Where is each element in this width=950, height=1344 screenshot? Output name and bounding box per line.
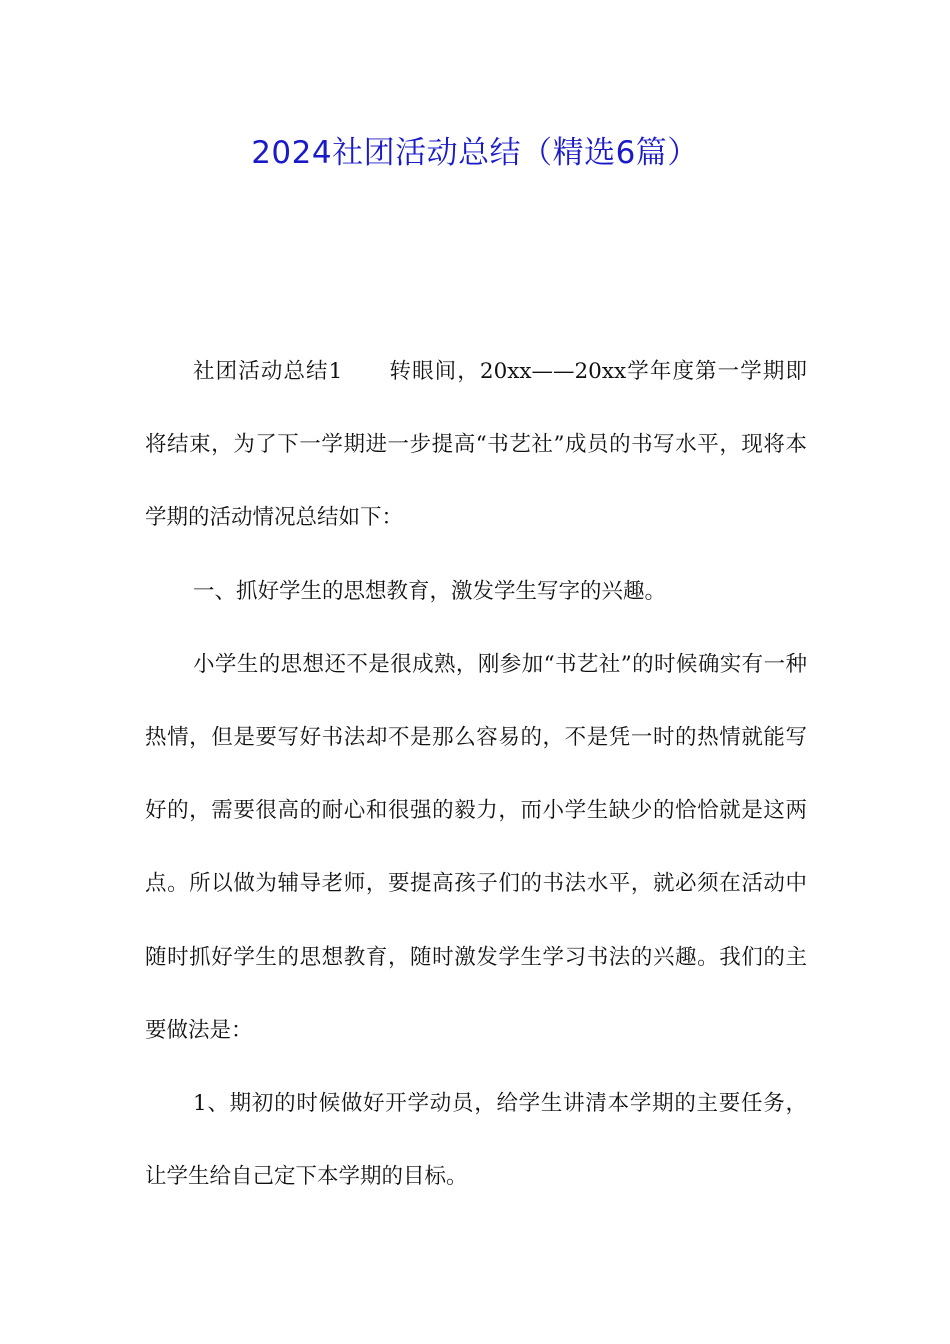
document-body <box>145 335 807 1213</box>
document-title: 2024社团活动总结（精选6篇） <box>251 135 699 171</box>
section-heading: 社团活动总结1 <box>193 359 343 384</box>
list-item-paragraph: 1、期初的时候做好开学动员，给学生讲清本学期的主要任务，让学生给自己定下本学期的目标。 <box>145 1091 807 1190</box>
paragraph-text: 转眼间，20xx——20xx学年度第一学期即将结束，为了下一学期进一步提高“书艺社”成员的书写水平，现将本学期的活动情况总结如下： <box>145 359 807 531</box>
intro-paragraph <box>145 335 807 555</box>
subheading-paragraph: 一、抓好学生的思想教育，激发学生写字的兴趣。 <box>193 578 667 604</box>
body-paragraph: 小学生的思想还不是很成熟，刚参加“书艺社”的时候确实有一种热情，但是要写好书法却不是那么容易的，不是凭一时的热情就能写好的，需要很高的耐心和很强的毅力，而小学生缺少的恰恰就是这两点。所以做为辅导老师，要提高孩子们的书法水平，就必须在活动中随时抓好学生的思想教育，随时激发学生学习书法的兴趣。我们的主要做法是： <box>145 651 807 1043</box>
